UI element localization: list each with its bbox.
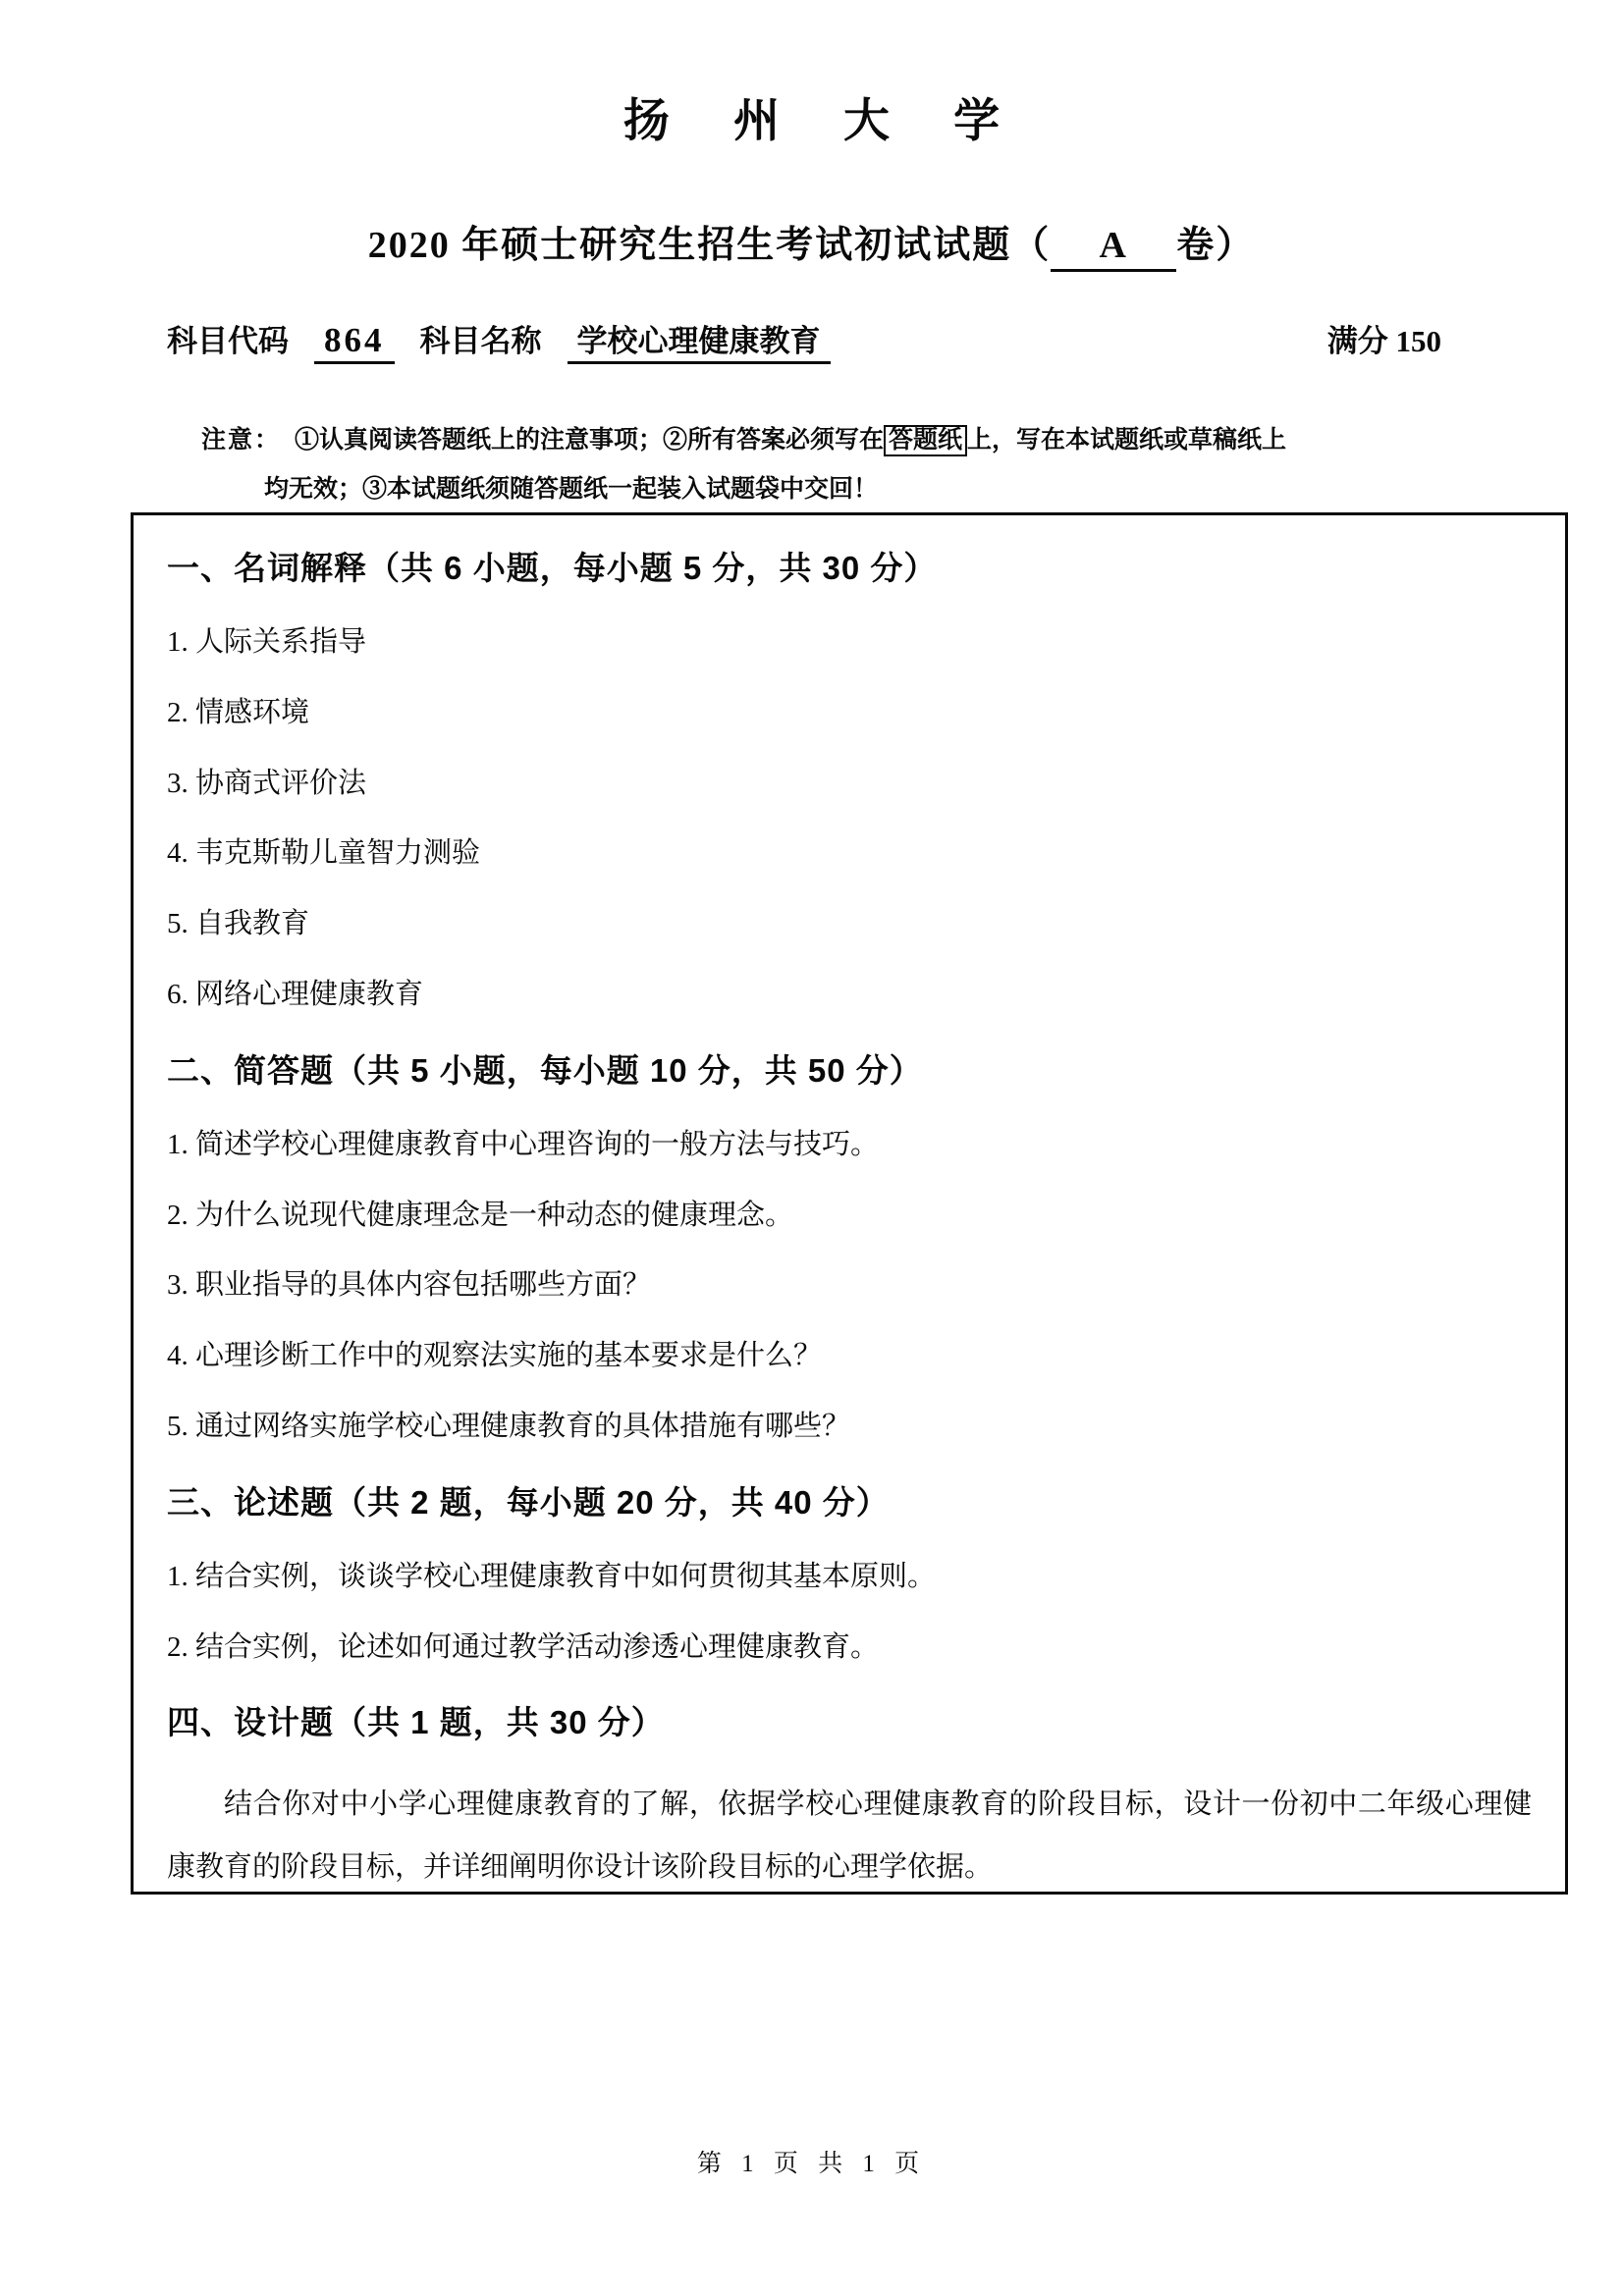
course-info-row — [167, 316, 1441, 364]
full-score-label: 满分 — [1326, 324, 1388, 358]
notice-line1-text-after: 上，写在本试题纸或草稿纸上 — [967, 427, 1287, 454]
section-heading-2: 二、简答题（共 5 小题，每小题 10 分，共 50 分） — [167, 1051, 923, 1089]
full-score — [1327, 316, 1441, 360]
course-name-value: 学校心理健康教育 — [568, 316, 831, 364]
notice-line1-text-before: ①认真阅读答题纸上的注意事项；②所有答案必须写在 — [295, 427, 885, 454]
question-item: 4. 心理诊断工作中的观察法实施的基本要求是什么？ — [167, 1340, 823, 1372]
question-item: 5. 自我教育 — [167, 908, 310, 940]
exam-subtitle — [0, 214, 1623, 272]
course-code-value: 864 — [314, 321, 395, 364]
notice-label: 注意： — [201, 427, 282, 454]
section-heading-1: 一、名词解释（共 6 小题，每小题 5 分，共 30 分） — [167, 550, 938, 586]
notice-line-2: 均无效；③本试题纸须随答题纸一起装入试题袋中交回！ — [264, 476, 879, 503]
course-name-label: 科目名称 — [419, 324, 542, 358]
question-item: 2. 为什么说现代健康理念是一种动态的健康理念。 — [167, 1199, 794, 1231]
subtitle-prefix: 2020 年硕士研究生招生考试初试试题（ — [367, 225, 1052, 266]
question-box — [131, 512, 1568, 1895]
question-item: 3. 职业指导的具体内容包括哪些方面？ — [167, 1269, 652, 1302]
paper-letter: A — [1051, 226, 1176, 272]
question-item: 2. 情感环境 — [167, 696, 310, 728]
notice-line-1 — [201, 416, 1438, 465]
boxed-answer-sheet-text: 答题纸 — [884, 425, 967, 456]
course-code-label: 科目代码 — [167, 324, 289, 358]
full-score-value: 150 — [1395, 324, 1441, 358]
section-heading-3: 三、论述题（共 2 题，每小题 20 分，共 40 分） — [167, 1483, 890, 1521]
notice-block — [201, 416, 1438, 514]
question-paragraph: 结合你对中小学心理健康教育的了解，依据学校心理健康教育的阶段目标，设计一份初中二年级心理健康教育的阶段目标，并详细阐明你设计该阶段目标的心理学依据。 — [167, 1789, 1532, 1884]
university-title: 扬 州 大 学 — [622, 94, 1026, 146]
section-heading-4: 四、设计题（共 1 题，共 30 分） — [167, 1704, 665, 1741]
subtitle-suffix: 卷） — [1176, 225, 1256, 266]
page-footer: 第 1 页 共 1 页 — [696, 2151, 927, 2177]
question-item: 1. 结合实例，谈谈学校心理健康教育中如何贯彻其基本原则。 — [167, 1560, 937, 1592]
question-item: 1. 人际关系指导 — [167, 626, 367, 658]
question-item: 1. 简述学校心理健康教育中心理咨询的一般方法与技巧。 — [167, 1128, 880, 1160]
question-item: 4. 韦克斯勒儿童智力测验 — [167, 837, 481, 870]
question-item: 6. 网络心理健康教育 — [167, 978, 424, 1010]
question-item: 2. 结合实例，论述如何通过教学活动渗透心理健康教育。 — [167, 1630, 880, 1663]
question-item: 5. 通过网络实施学校心理健康教育的具体措施有哪些？ — [167, 1410, 851, 1442]
question-item: 3. 协商式评价法 — [167, 767, 367, 799]
course-info-left — [167, 316, 831, 364]
